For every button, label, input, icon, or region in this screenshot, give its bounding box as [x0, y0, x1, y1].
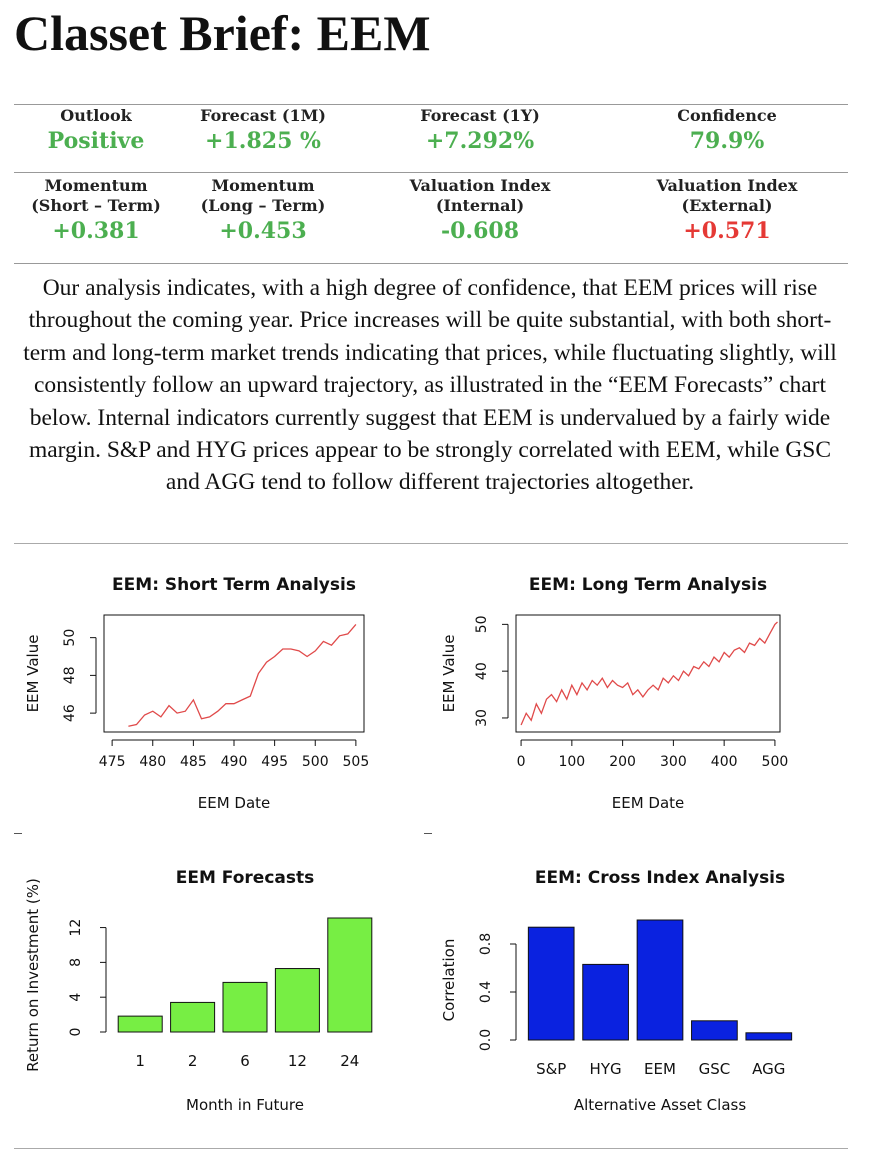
x-tick-label: 100 — [558, 754, 586, 770]
x-tick-label: 505 — [342, 754, 370, 770]
x-tick-label: 12 — [287, 1052, 307, 1070]
x-tick-label: 500 — [761, 754, 789, 770]
series-line — [128, 624, 356, 726]
metric-value: Positive — [47, 128, 145, 154]
tick-mark — [424, 833, 432, 834]
metric-value: +0.453 — [219, 218, 307, 244]
x-axis-label: EEM Date — [197, 794, 271, 812]
y-axis-label: EEM Value — [440, 634, 458, 713]
x-tick-label: 400 — [710, 754, 738, 770]
chart-long-term — [436, 560, 836, 820]
metric-value: +7.292% — [425, 128, 535, 154]
chart-short-term — [20, 560, 420, 820]
plot-frame — [104, 615, 364, 732]
y-tick-label: 48 — [62, 666, 78, 685]
tick-mark — [14, 833, 22, 834]
metric-momentum-long — [178, 176, 348, 244]
metric-value: 79.9% — [689, 128, 765, 154]
metric-momentum-short — [14, 176, 178, 244]
x-tick-label: 300 — [660, 754, 687, 770]
bar — [275, 969, 319, 1032]
plot-frame — [516, 615, 780, 732]
metric-label: Outlook — [60, 106, 132, 125]
y-tick-label: 8 — [68, 957, 84, 967]
bar — [118, 1016, 162, 1032]
y-tick-label: 50 — [62, 628, 78, 647]
divider — [14, 1148, 848, 1149]
x-tick-label: 0 — [516, 754, 526, 770]
y-tick-label: 30 — [474, 709, 490, 727]
metric-label: Valuation Index — [409, 176, 551, 195]
chart-title: EEM: Cross Index Analysis — [534, 868, 786, 888]
x-axis-label: Alternative Asset Class — [573, 1096, 747, 1114]
x-tick-label: 495 — [261, 754, 288, 770]
y-axis-label: Correlation — [440, 938, 458, 1022]
bar — [171, 1002, 215, 1032]
x-tick-label: 480 — [139, 754, 167, 770]
x-tick-label: 1 — [135, 1052, 145, 1070]
y-tick-label: 50 — [474, 615, 490, 634]
metric-label-sub: (Long – Term) — [200, 196, 326, 215]
y-tick-label: 0.4 — [478, 980, 494, 1004]
chart-title: EEM Forecasts — [175, 868, 315, 888]
metric-label: Valuation Index — [656, 176, 798, 195]
chart-forecasts — [20, 850, 420, 1125]
metric-outlook — [14, 106, 178, 154]
divider — [14, 543, 848, 544]
series-line — [521, 622, 777, 725]
x-tick-label: S&P — [536, 1060, 567, 1078]
metric-value: -0.608 — [440, 218, 520, 244]
x-tick-label: 490 — [220, 754, 248, 770]
x-tick-label: 475 — [98, 754, 126, 770]
bar — [746, 1033, 792, 1040]
y-axis-label: Return on Investment (%) — [24, 878, 42, 1072]
x-axis-label: Month in Future — [186, 1096, 304, 1114]
metric-valuation-external — [612, 176, 842, 244]
x-tick-label: 500 — [301, 754, 329, 770]
divider — [14, 263, 848, 264]
bar — [528, 927, 574, 1040]
y-tick-label: 0 — [68, 1027, 84, 1037]
bar — [328, 918, 372, 1032]
x-tick-label: 2 — [187, 1052, 198, 1070]
y-tick-label: 12 — [68, 918, 84, 937]
metric-label: Forecast (1Y) — [420, 106, 540, 125]
chart-title: EEM: Long Term Analysis — [528, 575, 768, 595]
x-tick-label: EEM — [644, 1060, 676, 1078]
x-tick-label: AGG — [752, 1060, 786, 1078]
x-tick-label: 24 — [340, 1052, 360, 1070]
y-tick-label: 4 — [68, 992, 84, 1002]
metric-confidence — [612, 106, 842, 154]
metric-label-sub: (Internal) — [435, 196, 525, 215]
metric-label-sub: (Short – Term) — [31, 196, 161, 215]
bar — [583, 964, 629, 1040]
y-tick-label: 0.0 — [478, 1028, 494, 1052]
x-tick-label: 200 — [609, 754, 636, 770]
bar — [637, 920, 683, 1040]
metric-label: Forecast (1M) — [200, 106, 326, 125]
x-tick-label: 6 — [240, 1052, 250, 1070]
summary-paragraph: Our analysis indicates, with a high degree of confidence, that EEM prices will rise throughout the coming year. Price increases will be quite substantial, with both short-term and long-term market trends indicating that prices, while fluctuating slightly, will consistently follow an upward trajectory, as illustrated in the “EEM Forecasts” chart below. Internal indicators currently suggest that EEM is undervalued by a fairly wide margin. S&P and HYG prices appear to be strongly correlated with EEM, while GSC and AGG tend to follow different trajectories altogether. — [23, 275, 837, 496]
chart-title: EEM: Short Term Analysis — [112, 575, 356, 595]
y-tick-label: 40 — [474, 662, 490, 681]
metric-forecast-1y — [380, 106, 580, 154]
metric-value: +0.381 — [52, 218, 140, 244]
metric-label: Momentum — [44, 176, 148, 195]
x-axis-label: EEM Date — [611, 794, 685, 812]
bar — [692, 1021, 738, 1040]
page-title: Classet Brief: EEM — [14, 5, 431, 61]
y-tick-label: 0.8 — [478, 932, 494, 956]
metric-value: +0.571 — [683, 218, 771, 244]
metric-value: +1.825 % — [205, 128, 321, 154]
x-tick-label: GSC — [698, 1060, 731, 1078]
x-tick-label: 485 — [180, 754, 207, 770]
divider — [14, 104, 848, 105]
bar — [223, 982, 267, 1032]
metric-label-sub: (External) — [681, 196, 773, 215]
chart-cross-index — [436, 850, 836, 1125]
metric-label: Momentum — [211, 176, 315, 195]
y-tick-label: 46 — [62, 704, 78, 723]
x-tick-label: HYG — [589, 1060, 622, 1078]
metric-label: Confidence — [677, 106, 777, 125]
divider — [14, 172, 848, 173]
metric-forecast-1m — [178, 106, 348, 154]
metric-valuation-internal — [380, 176, 580, 244]
y-axis-label: EEM Value — [24, 634, 42, 713]
